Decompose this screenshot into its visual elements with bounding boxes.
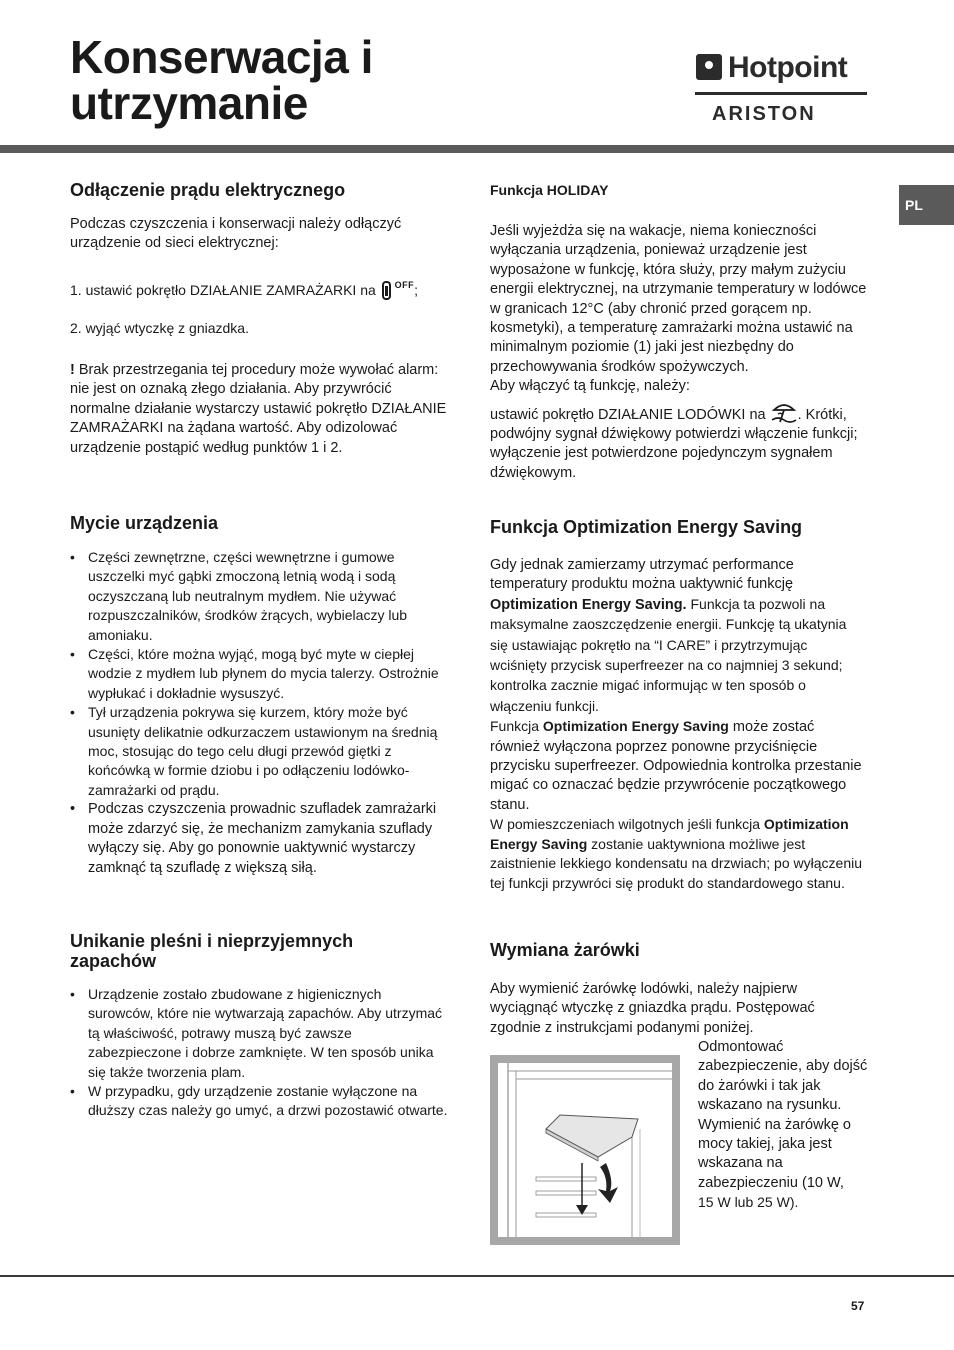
lamp-replacement-figure: [490, 1055, 680, 1245]
p2-bold: Optimization Energy Saving: [542, 718, 729, 735]
footer-divider: [0, 1275, 954, 1277]
brand-logo: [694, 50, 868, 130]
energy-saving-p3: [490, 815, 868, 893]
page-title-line2: utrzymanie: [70, 77, 308, 129]
list-item: • Tył urządzenia pokrywa się kurzem, który może być usunięty delikatnie odkurzaczem ustawionym na średnią moc, stosując do tego celu długi przewód giętki z końcówką w formie dziobu i po odłączeniu lodówko-zamrażarki od prądu.: [70, 703, 448, 800]
logo-sub: ARISTON: [712, 103, 816, 125]
holiday-how-to: Aby włączyć tą funkcję, należy:: [490, 378, 690, 395]
section-heading-holiday: Funkcja HOLIDAY: [490, 182, 609, 198]
section-heading-mould: [70, 931, 353, 971]
p2-text-a: Funkcja: [490, 718, 543, 735]
logo-brand: Hotpoint: [728, 51, 848, 84]
holiday-step: [490, 402, 868, 484]
list-item: • Części, które można wyjąć, mogą być myte w ciepłej wodzie z mydłem lub płynem do mycia talerzy. Ostrożnie wypłukać i dokładnie wysuszyć.: [70, 645, 448, 703]
bulb-step-2b: 15 W lub 25 W).: [698, 1194, 799, 1211]
warning-text: Brak przestrzegania tej procedury może wywołać alarm: nie jest on oznaką złego działania. Aby przywrócić normalne działanie wystarczy ustawić pokrętło DZIAŁANIE ZAMRAŻARKI na żądana wartość. Aby odizolować urządzenie postąpić według punktów 1 i 2.: [70, 362, 447, 456]
off-label: OFF: [394, 280, 415, 290]
energy-saving-p1: [490, 556, 868, 717]
section-heading-cleaning: Mycie urządzenia: [70, 513, 219, 533]
disconnect-step-2: 2. wyjąć wtyczkę z gniazdka.: [70, 320, 249, 336]
step1-end: ;: [414, 282, 419, 298]
section-heading-disconnect: Odłączenie prądu elektrycznego: [70, 180, 346, 200]
p3-text-c: zostanie uaktywniona możliwe jest zaistnienie lekkiego kondensatu na drzwiach; po wyłączeniu tej funkcji przywróci się produkt do standardowego stanu.: [490, 835, 862, 891]
list-item: • Podczas czyszczenia prowadnic szufladek zamrażarki może zdarzyć się, że mechanizm zamykania szuflady wyłączy się. Aby go ponownie uaktywnić wystarczy zamknąć tą szufladę z większą siłą.: [70, 800, 448, 878]
language-tab: PL: [899, 185, 954, 225]
bulb-step-1: Odmontować zabezpieczenie, aby dojść do żarówki i tak jak wskazano na rysunku.: [698, 1039, 868, 1114]
list-item: • W przypadku, gdy urządzenie zostanie wyłączone na dłuższy czas należy go umyć, a drzwi pozostawić otwarte.: [70, 1082, 448, 1121]
p3-text-a: W pomieszczeniach wilgotnych jeśli funkcja: [490, 816, 764, 833]
energy-saving-body: [490, 556, 868, 893]
section-heading-energy-saving: Funkcja Optimization Energy Saving: [490, 517, 803, 537]
energy-saving-p2: [490, 717, 868, 815]
holiday-body: [490, 222, 868, 483]
mould-list: [70, 985, 448, 1121]
cleaning-list: [70, 548, 448, 878]
bulb-side-text: [698, 1038, 878, 1213]
p3-bold: Optimization Energy Saving: [490, 816, 849, 852]
page-title-line1: Konserwacja i: [70, 31, 373, 83]
mould-heading-line1: Unikanie pleśni i nieprzyjemnych: [70, 931, 354, 951]
header-divider: [0, 145, 954, 153]
mould-heading-line2: zapachów: [70, 951, 157, 971]
lamp-illustration: [498, 1063, 672, 1237]
p2-text-c: może zostać również wyłączona poprzez ponowne przyciśnięcie przycisku superfreezer. Odpowiednia kontrolka przestanie migać co oznaczać będzie przywrócenie początkowego stanu.: [490, 719, 862, 813]
holiday-step-text: ustawić pokrętło DZIAŁANIE LODÓWKI na: [490, 406, 766, 423]
holiday-description: Jeśli wyjeżdża się na wakacje, niema konieczności wyłączania urządzenia, ponieważ urządzenie jest wyposażone w funkcję, która służy, przy małym zużyciu energii elektrycznej, na utrzymanie temperatury w lodówce w granicach 12°C (aby chronić przed gorącem np. kosmetyki), a temperaturę zamrażarki można ustawić na minimalnym poziomie (1) jaki jest niezbędny do przechowywania środków spożywczych.: [490, 223, 867, 375]
list-item: • Urządzenie zostało zbudowane z higienicznych surowców, które nie wytwarzają zapachów. Aby utrzymać tą właściwość, potrawy muszą być zawsze zabezpieczone i dobrze zamknięte. W ten sposób unika się także tworzenia plam.: [70, 985, 448, 1082]
warning-icon: !: [70, 362, 75, 378]
step1-text: 1. ustawić pokrętło DZIAŁANIE ZAMRAŻARKI na: [70, 282, 376, 298]
holiday-umbrella-icon: [770, 402, 798, 424]
p1-text-c: Funkcja ta pozwoli na maksymalne zaoszczędzenie energii. Funkcję tą ukatynia się ustawiając pokrętło na “I CARE” i przytrzymując wciśnięty przycisk superfreezer na co najmniej 3 sekund; kontrolka zacznie migać informując w ten sposób o włączeniu funkcji.: [490, 595, 847, 714]
page-number: 57: [851, 1299, 865, 1313]
p1-text-a: Gdy jednak zamierzamy utrzymać performance temperatury produktu można uaktywnić funkcję: [490, 557, 794, 593]
page-title: [70, 31, 670, 129]
list-item: • Części zewnętrzne, części wewnętrzne i gumowe uszczelki myć gąbki zmoczoną letnią wodą i sodą oczyszczaną lub neutralnym mydłem. Nie używać rozpuszczalników, środków żrących, wybielaczy lub amoniaku.: [70, 548, 448, 645]
p1-bold: Optimization Energy Saving.: [490, 596, 687, 613]
freezer-knob-icon: [382, 281, 391, 300]
bulb-intro: Aby wymienić żarówkę lodówki, należy najpierw wyciągnąć wtyczkę z gniazdka prądu. Postępować zgodnie z instrukcjami podanymi poniżej.: [490, 981, 815, 1036]
section-heading-bulb: Wymiana żarówki: [490, 940, 640, 960]
disconnect-intro: Podczas czyszczenia i konserwacji należy odłączyć urządzenie od sieci elektrycznej:: [70, 216, 402, 252]
holiday-after: . Krótki, podwójny sygnał dźwiękowy potwierdzi włączenie funkcji; wyłączenie jest potwierdzone pojedynczym sygnałem dźwiękowym.: [490, 406, 858, 481]
disconnect-step-1: [70, 276, 448, 300]
logo-rule: [695, 92, 867, 95]
bulb-step-2a: Wymienić na żarówkę o mocy takiej, jaka jest wskazana na zabezpieczeniu (10 W,: [698, 1116, 851, 1191]
disconnect-warning: [70, 361, 448, 458]
hotpoint-logo-icon: [696, 54, 722, 80]
